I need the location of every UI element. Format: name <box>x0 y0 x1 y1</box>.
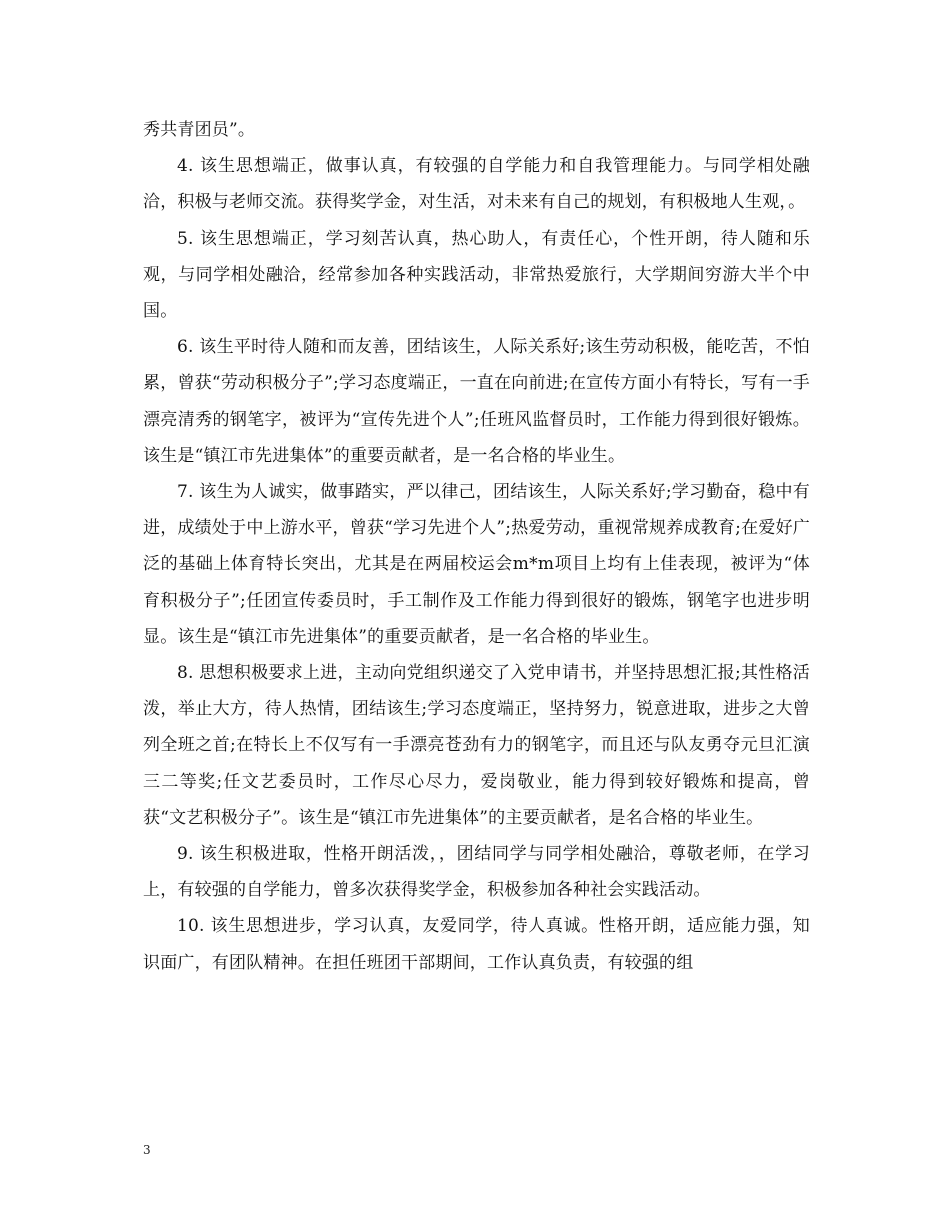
paragraph-item-4: 4. 该生思想端正，做事认真，有较强的自学能力和自我管理能力。与同学相处融洽，积极与老师交流。获得奖学金，对生活，对未来有自己的规划，有积极地人生观，。 <box>143 156 810 213</box>
paragraph-continuation: 秀共青团员”。 <box>143 120 256 140</box>
paragraph-item-10: 10. 该生思想进步，学习认真，友爱同学，待人真诚。性格开朗，适应能力强，知识面广，有团队精神。在担任班团干部期间，工作认真负责，有较强的组 <box>143 916 810 973</box>
document-body <box>143 112 810 981</box>
paragraph-item-9: 9. 该生积极进取，性格开朗活泼，，团结同学与同学相处融洽，尊敬老师，在学习上，有较强的自学能力，曾多次获得奖学金，积极参加各种社会实践活动。 <box>143 844 810 901</box>
page-number: 3 <box>143 1143 151 1157</box>
paragraph-item-5: 5. 该生思想端正，学习刻苦认真，热心助人，有责任心，个性开朗，待人随和乐观，与同学相处融洽，经常参加各种实践活动，非常热爱旅行，大学期间穷游大半个中国。 <box>143 228 810 322</box>
paragraph-item-7: 7. 该生为人诚实，做事踏实，严以律己，团结该生，人际关系好;学习勤奋，稳中有进，成绩处于中上游水平，曾获“学习先进个人”;热爱劳动，重视常规养成教育;在爱好广泛的基础上体育特长突出，尤其是在两届校运会m*m项目上均有上佳表现，被评为“体育积极分子”;任团宣传委员时，手工制作及工作能力得到很好的锻炼，钢笔字也进步明显。该生是“镇江市先进集体”的重要贡献者，是一名合格的毕业生。 <box>143 482 810 647</box>
paragraph-item-8: 8. 思想积极要求上进，主动向党组织递交了入党申请书，并坚持思想汇报;其性格活泼，举止大方，待人热情，团结该生;学习态度端正，坚持努力，锐意进取，进步之大曾列全班之首;在特长上不仅写有一手漂亮苍劲有力的钢笔字，而且还与队友勇夺元旦汇演三二等奖;任文艺委员时，工作尽心尽力，爱岗敬业，能力得到较好锻炼和提高，曾获“文艺积极分子”。该生是“镇江市先进集体”的主要贡献者，是名合格的毕业生。 <box>143 663 810 828</box>
paragraph-item-6: 6. 该生平时待人随和而友善，团结该生，人际关系好;该生劳动积极，能吃苦，不怕累，曾获“劳动积极分子”;学习态度端正，一直在向前进;在宣传方面小有特长，写有一手漂亮清秀的钢笔字，被评为“宣传先进个人”;任班风监督员时，工作能力得到很好锻炼。该生是“镇江市先进集体”的重要贡献者，是一名合格的毕业生。 <box>143 337 810 466</box>
